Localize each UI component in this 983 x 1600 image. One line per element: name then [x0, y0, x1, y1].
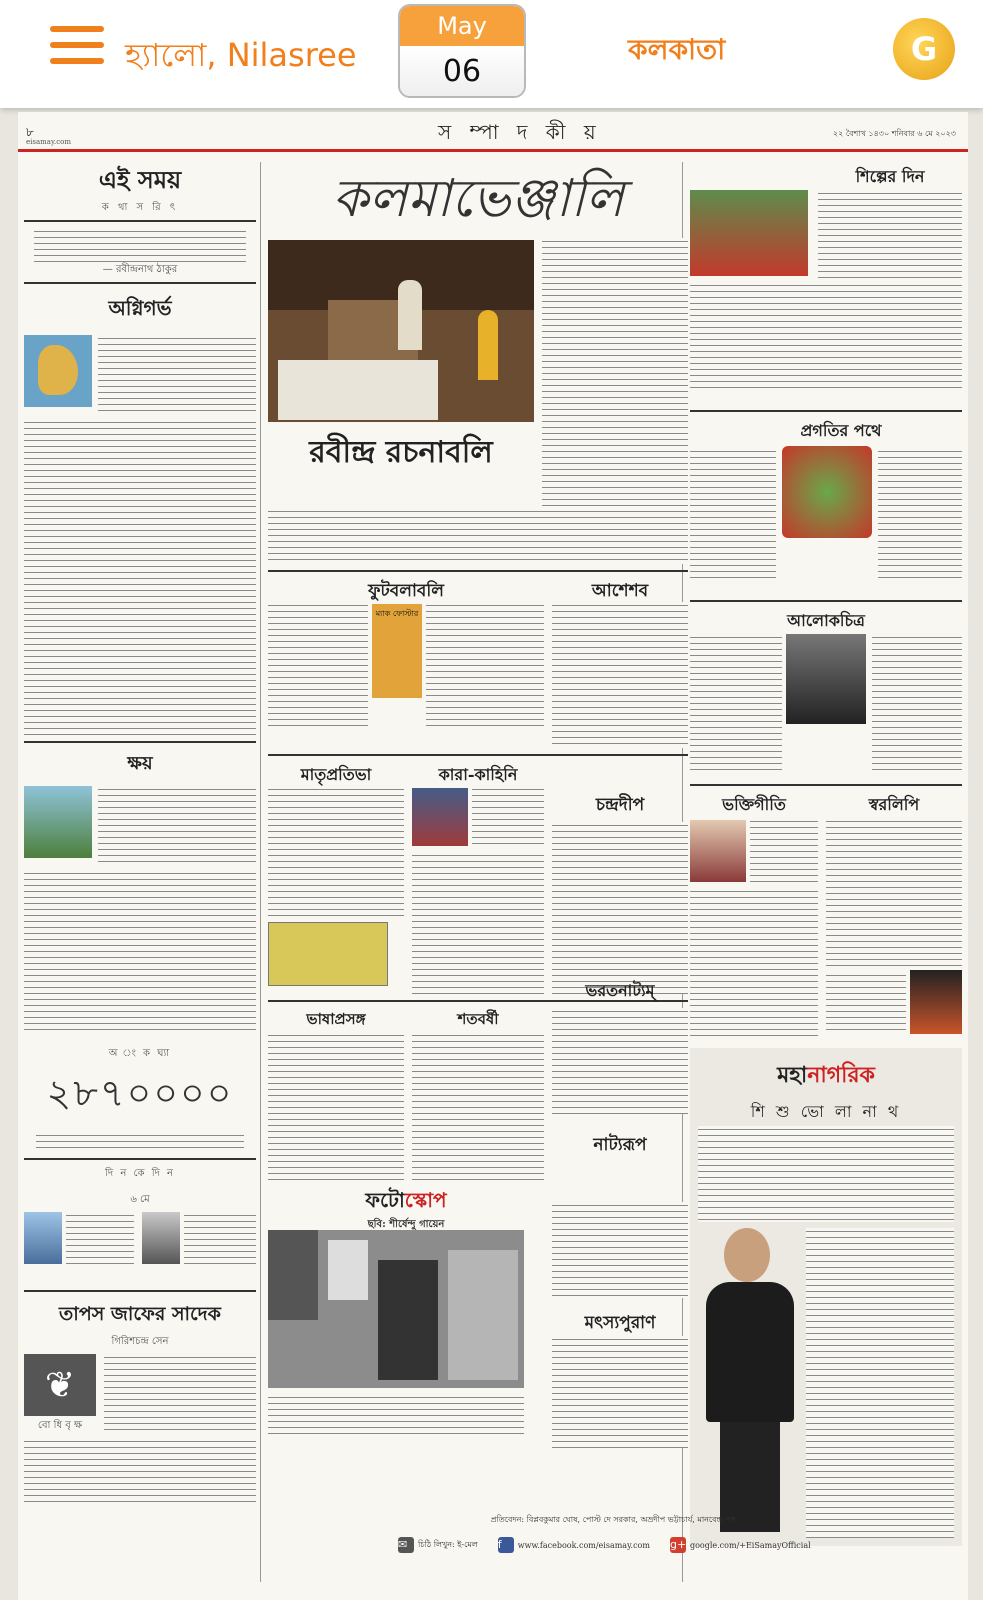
divider	[24, 220, 256, 222]
article-kshay[interactable]	[24, 786, 256, 1034]
greeting-text: হ্যালো, Nilasree	[125, 36, 357, 74]
lead-article[interactable]	[268, 238, 688, 508]
landscape-image	[24, 786, 92, 858]
bodhibriksha-label: বো ধি বৃ ক্ষ	[37, 1420, 83, 1431]
smokestack-photo	[786, 634, 866, 724]
menu-icon[interactable]	[50, 26, 104, 66]
profile-coin-icon[interactable]	[893, 18, 955, 80]
singer-photo	[690, 820, 746, 882]
headline-natyarup: নাট্যরূপ	[593, 1135, 647, 1155]
article-pragati[interactable]	[690, 418, 962, 594]
headline-ashesh: আশেশব	[591, 581, 649, 601]
divider	[690, 600, 962, 602]
divider	[268, 570, 688, 572]
section-title: স ম্পা দ কী য়	[438, 120, 602, 144]
headline-kshay[interactable]: ক্ষয়	[127, 753, 153, 774]
headline-shatabarshi: শতবর্ষী	[457, 1010, 499, 1028]
divider	[24, 282, 256, 284]
article-agnigarbha[interactable]	[24, 335, 256, 735]
mahanagarik-name: শি শু ভো লা না থ	[750, 1102, 902, 1121]
portrait-image	[142, 1212, 180, 1264]
headline-pragati: প্রগতির পথে	[800, 421, 882, 440]
headline-photoscope: ফটোস্কোপ	[365, 1188, 447, 1212]
article-shilper[interactable]	[690, 160, 962, 404]
row-bhakti	[690, 792, 962, 1042]
bookstore-photo	[268, 240, 534, 422]
eiffel-image	[24, 1212, 62, 1264]
tapas-byline: গিরিশচন্দ্র সেন	[111, 1336, 169, 1347]
mail-icon: ✉	[398, 1537, 414, 1553]
quote-author: — রবীন্দ্রনাথ ঠাকুর	[102, 264, 178, 275]
headline-bhakti: ভক্তিগীতি	[722, 795, 786, 814]
article-kara[interactable]	[412, 762, 544, 994]
ei-samay-logo: এই সময়	[98, 166, 182, 194]
book-image	[412, 788, 468, 846]
profile-letter: G	[910, 30, 938, 68]
dine-dine-label: দি ন কে দি ন	[105, 1168, 175, 1179]
portrait-man-photo	[698, 1228, 800, 1538]
headline-rabindra[interactable]: রবীন্দ্র রচনাবলি	[309, 435, 493, 470]
headline-agnigarbha[interactable]: অগ্নিগর্ভ	[108, 296, 172, 320]
article-mahanagarik[interactable]	[690, 1048, 962, 1546]
row-football	[268, 578, 688, 748]
site-name: eisamay.com	[26, 138, 71, 146]
article-bhakti[interactable]	[690, 792, 818, 1042]
headline-bharatnatyam: ভরতনাট্যম্	[585, 981, 655, 1000]
performer-image	[910, 970, 962, 1034]
right-column	[690, 160, 962, 1546]
article-bharatnatyam[interactable]	[552, 981, 688, 1186]
divider	[24, 1290, 256, 1292]
kathakali-image	[782, 446, 872, 538]
facebook-link[interactable]: f www.facebook.com/eisamay.com	[497, 1538, 650, 1551]
divider	[24, 1158, 256, 1160]
masthead	[18, 112, 968, 152]
kathasarit-label: ক থা স রি ৎ	[101, 202, 179, 213]
row-matri	[268, 762, 688, 994]
divider	[268, 754, 688, 756]
headline-shilper: শিল্পের দিন	[855, 167, 925, 186]
headline-mahanagarik: মহানাগরিক	[777, 1062, 875, 1088]
quote-text	[34, 228, 246, 262]
contact-bar	[398, 1532, 958, 1558]
page-number: ৮	[26, 125, 34, 139]
divider	[690, 784, 962, 786]
article-football[interactable]	[268, 578, 544, 748]
row-bhasha	[268, 981, 688, 1186]
painting-image	[268, 922, 388, 986]
date-day: 06	[400, 46, 524, 98]
article-photoscope[interactable]	[268, 1186, 544, 1452]
photo-credit: ছবি: শীর্ষেন্দু গায়েন	[367, 1219, 445, 1230]
calligraphy-title: কলমাভেঞ্জালি	[332, 169, 624, 229]
epaper-page[interactable]	[18, 112, 968, 1600]
article-bhasha[interactable]	[268, 1008, 404, 1186]
column-divider	[260, 162, 261, 1582]
letters-link[interactable]: ✉ চিঠি লিখুন: ই-মেল	[398, 1538, 478, 1551]
headline-chandradeep: চন্দ্রদীপ	[595, 795, 645, 815]
headline-football: ফুটবলাবলি	[368, 581, 444, 601]
headline-alokchitra: আলোকচিত্র	[787, 611, 865, 630]
book-cover-image: ম্যাক ফোস্টার	[372, 604, 422, 698]
headline-bhasha: ভাষাপ্রসঙ্গ	[306, 1010, 366, 1028]
collage-photo	[268, 1230, 524, 1388]
city-selector[interactable]: কলকাতা	[628, 33, 726, 66]
headline-kara: কারা-কাহিনি	[438, 765, 518, 784]
article-swaralipi[interactable]	[826, 792, 962, 1042]
left-column	[24, 160, 256, 1504]
gplus-link[interactable]: g+ google.com/+EiSamayOfficial	[669, 1538, 811, 1551]
article-shatabarshi[interactable]	[412, 1008, 544, 1186]
tree-logo-icon: ❦	[24, 1354, 96, 1416]
date-month: May	[400, 6, 524, 46]
headline-matsya: মৎস্যপুরাণ	[584, 1313, 656, 1333]
app-header	[0, 0, 983, 108]
google-plus-icon: g+	[669, 1538, 687, 1551]
headline-tapas[interactable]: তাপস জাফের সাদেক	[59, 1303, 221, 1325]
on-this-day[interactable]	[24, 1212, 256, 1284]
headline-swaralipi: স্বরলিপি	[868, 795, 920, 814]
rally-photo	[690, 190, 808, 276]
facebook-icon: f	[498, 1537, 514, 1553]
date-selector[interactable]	[398, 4, 526, 98]
article-natyarup[interactable]	[552, 1186, 688, 1452]
row-photoscope	[268, 1186, 688, 1452]
big-number: ২৮৭০০০০	[46, 1071, 234, 1115]
article-tapas[interactable]	[24, 1354, 256, 1504]
ankha-label: অ ং ক ঘ্যা	[108, 1048, 172, 1059]
credits-line: প্রতিবেদন: বিপ্লবকুমার ঘোষ, পোস্ট দে সরকার, অভ্রদীপ ভট্টাচার্য, মানবেন্দ্র দত্ত	[490, 1515, 736, 1524]
edition-date: ২২ বৈশাখ ১৪৩০ শনিবার ৬ মে ২০২৩	[832, 129, 956, 138]
article-ashesh[interactable]	[552, 578, 688, 748]
article-chandradeep[interactable]	[552, 762, 688, 994]
article-alokchitra[interactable]	[690, 608, 962, 778]
headline-matri: মাতৃপ্রতিভা	[300, 765, 372, 784]
divider	[24, 741, 256, 743]
center-column	[268, 160, 688, 1452]
map-image	[24, 335, 92, 407]
article-matri[interactable]	[268, 762, 404, 994]
divider	[690, 410, 962, 412]
dine-date: ৬ মে	[130, 1194, 150, 1205]
